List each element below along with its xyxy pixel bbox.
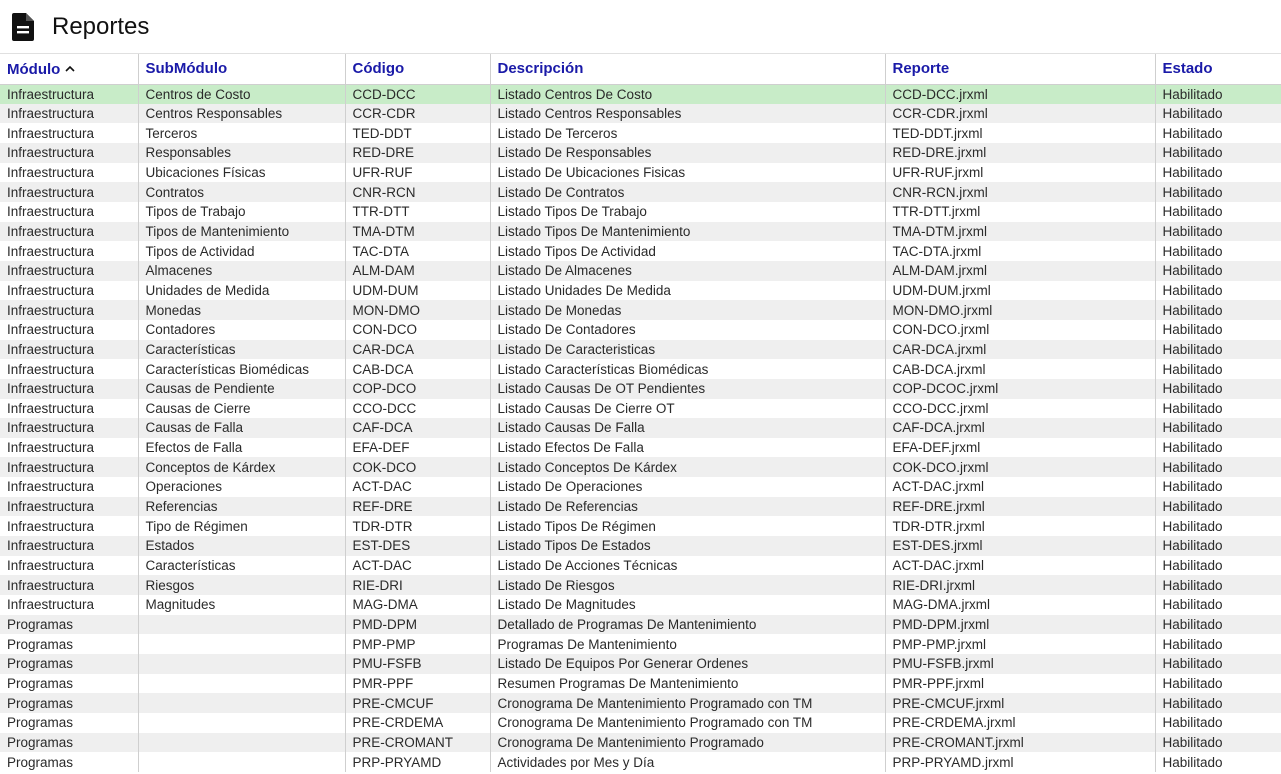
cell-codigo: CCO-DCC bbox=[345, 399, 490, 419]
cell-modulo: Infraestructura bbox=[0, 84, 138, 104]
cell-descripcion: Cronograma De Mantenimiento Programado con TM bbox=[490, 693, 885, 713]
cell-modulo: Infraestructura bbox=[0, 104, 138, 124]
cell-submodulo bbox=[138, 752, 345, 772]
cell-descripcion: Listado Efectos De Falla bbox=[490, 438, 885, 458]
cell-estado: Habilitado bbox=[1155, 320, 1281, 340]
cell-codigo: PRE-CRDEMA bbox=[345, 713, 490, 733]
cell-modulo: Infraestructura bbox=[0, 438, 138, 458]
cell-submodulo: Centros de Costo bbox=[138, 84, 345, 104]
cell-estado: Habilitado bbox=[1155, 359, 1281, 379]
cell-estado: Habilitado bbox=[1155, 163, 1281, 183]
cell-reporte: PRE-CROMANT.jrxml bbox=[885, 733, 1155, 753]
cell-descripcion: Listado De Riesgos bbox=[490, 575, 885, 595]
cell-estado: Habilitado bbox=[1155, 516, 1281, 536]
table-row[interactable] bbox=[0, 615, 1281, 635]
cell-submodulo bbox=[138, 615, 345, 635]
cell-reporte: TAC-DTA.jrxml bbox=[885, 241, 1155, 261]
cell-modulo: Infraestructura bbox=[0, 379, 138, 399]
cell-codigo: CCD-DCC bbox=[345, 84, 490, 104]
cell-modulo: Infraestructura bbox=[0, 300, 138, 320]
cell-reporte: CNR-RCN.jrxml bbox=[885, 182, 1155, 202]
cell-submodulo: Tipos de Trabajo bbox=[138, 202, 345, 222]
cell-modulo: Infraestructura bbox=[0, 202, 138, 222]
table-row[interactable] bbox=[0, 300, 1281, 320]
cell-codigo: TDR-DTR bbox=[345, 516, 490, 536]
table-row[interactable] bbox=[0, 536, 1281, 556]
cell-submodulo bbox=[138, 693, 345, 713]
cell-estado: Habilitado bbox=[1155, 143, 1281, 163]
cell-codigo: TMA-DTM bbox=[345, 222, 490, 242]
table-row[interactable] bbox=[0, 399, 1281, 419]
cell-reporte: ALM-DAM.jrxml bbox=[885, 261, 1155, 281]
table-row[interactable] bbox=[0, 123, 1281, 143]
cell-reporte: UDM-DUM.jrxml bbox=[885, 281, 1155, 301]
cell-modulo: Infraestructura bbox=[0, 123, 138, 143]
cell-codigo: RIE-DRI bbox=[345, 575, 490, 595]
cell-modulo: Infraestructura bbox=[0, 340, 138, 360]
table-row[interactable] bbox=[0, 379, 1281, 399]
cell-estado: Habilitado bbox=[1155, 300, 1281, 320]
cell-descripcion: Listado Conceptos De Kárdex bbox=[490, 457, 885, 477]
cell-codigo: CCR-CDR bbox=[345, 104, 490, 124]
cell-submodulo: Referencias bbox=[138, 497, 345, 517]
cell-estado: Habilitado bbox=[1155, 674, 1281, 694]
cell-submodulo: Causas de Falla bbox=[138, 418, 345, 438]
cell-submodulo bbox=[138, 634, 345, 654]
cell-descripcion: Cronograma De Mantenimiento Programado bbox=[490, 733, 885, 753]
cell-descripcion: Listado De Contadores bbox=[490, 320, 885, 340]
cell-estado: Habilitado bbox=[1155, 615, 1281, 635]
column-header-reporte[interactable]: Reporte bbox=[885, 54, 1155, 84]
column-header-modulo[interactable]: Módulo bbox=[0, 54, 138, 84]
cell-descripcion: Listado Tipos De Régimen bbox=[490, 516, 885, 536]
cell-descripcion: Detallado de Programas De Mantenimiento bbox=[490, 615, 885, 635]
cell-estado: Habilitado bbox=[1155, 84, 1281, 104]
cell-submodulo: Estados bbox=[138, 536, 345, 556]
cell-descripcion: Cronograma De Mantenimiento Programado con TM bbox=[490, 713, 885, 733]
cell-reporte: REF-DRE.jrxml bbox=[885, 497, 1155, 517]
cell-submodulo bbox=[138, 713, 345, 733]
cell-codigo: ACT-DAC bbox=[345, 477, 490, 497]
cell-reporte: CAR-DCA.jrxml bbox=[885, 340, 1155, 360]
cell-estado: Habilitado bbox=[1155, 556, 1281, 576]
cell-estado: Habilitado bbox=[1155, 575, 1281, 595]
cell-estado: Habilitado bbox=[1155, 693, 1281, 713]
cell-reporte: MAG-DMA.jrxml bbox=[885, 595, 1155, 615]
cell-reporte: COK-DCO.jrxml bbox=[885, 457, 1155, 477]
cell-descripcion: Listado Centros De Costo bbox=[490, 84, 885, 104]
cell-reporte: TTR-DTT.jrxml bbox=[885, 202, 1155, 222]
document-icon bbox=[12, 13, 36, 41]
cell-modulo: Programas bbox=[0, 693, 138, 713]
cell-codigo: PRE-CROMANT bbox=[345, 733, 490, 753]
cell-modulo: Infraestructura bbox=[0, 575, 138, 595]
cell-reporte: ACT-DAC.jrxml bbox=[885, 556, 1155, 576]
cell-modulo: Infraestructura bbox=[0, 399, 138, 419]
table-row[interactable] bbox=[0, 457, 1281, 477]
cell-modulo: Infraestructura bbox=[0, 163, 138, 183]
cell-descripcion: Listado Causas De Falla bbox=[490, 418, 885, 438]
cell-estado: Habilitado bbox=[1155, 654, 1281, 674]
cell-modulo: Infraestructura bbox=[0, 359, 138, 379]
cell-reporte: TDR-DTR.jrxml bbox=[885, 516, 1155, 536]
cell-reporte: CAF-DCA.jrxml bbox=[885, 418, 1155, 438]
cell-modulo: Infraestructura bbox=[0, 477, 138, 497]
cell-modulo: Infraestructura bbox=[0, 261, 138, 281]
cell-descripcion: Actividades por Mes y Día bbox=[490, 752, 885, 772]
cell-descripcion: Listado Causas De OT Pendientes bbox=[490, 379, 885, 399]
cell-codigo: PRP-PRYAMD bbox=[345, 752, 490, 772]
cell-descripcion: Listado De Contratos bbox=[490, 182, 885, 202]
cell-submodulo: Operaciones bbox=[138, 477, 345, 497]
cell-submodulo: Ubicaciones Físicas bbox=[138, 163, 345, 183]
cell-descripcion: Listado De Operaciones bbox=[490, 477, 885, 497]
table-row[interactable] bbox=[0, 418, 1281, 438]
cell-modulo: Infraestructura bbox=[0, 418, 138, 438]
cell-codigo: RED-DRE bbox=[345, 143, 490, 163]
cell-modulo: Infraestructura bbox=[0, 182, 138, 202]
cell-reporte: CAB-DCA.jrxml bbox=[885, 359, 1155, 379]
cell-codigo: COP-DCO bbox=[345, 379, 490, 399]
cell-estado: Habilitado bbox=[1155, 340, 1281, 360]
page-title: Reportes bbox=[52, 12, 150, 40]
cell-codigo: PMU-FSFB bbox=[345, 654, 490, 674]
cell-descripcion: Listado De Almacenes bbox=[490, 261, 885, 281]
cell-reporte: PRE-CRDEMA.jrxml bbox=[885, 713, 1155, 733]
table-row[interactable] bbox=[0, 634, 1281, 654]
cell-estado: Habilitado bbox=[1155, 752, 1281, 772]
table-row[interactable] bbox=[0, 713, 1281, 733]
cell-descripcion: Listado De Ubicaciones Fisicas bbox=[490, 163, 885, 183]
cell-reporte: RIE-DRI.jrxml bbox=[885, 575, 1155, 595]
cell-reporte: TED-DDT.jrxml bbox=[885, 123, 1155, 143]
sort-ascending-icon bbox=[65, 59, 75, 76]
cell-estado: Habilitado bbox=[1155, 457, 1281, 477]
cell-submodulo: Tipos de Actividad bbox=[138, 241, 345, 261]
cell-submodulo: Almacenes bbox=[138, 261, 345, 281]
cell-submodulo: Contadores bbox=[138, 320, 345, 340]
cell-descripcion: Listado Centros Responsables bbox=[490, 104, 885, 124]
cell-descripcion: Listado De Acciones Técnicas bbox=[490, 556, 885, 576]
cell-descripcion: Listado De Equipos Por Generar Ordenes bbox=[490, 654, 885, 674]
cell-codigo: ACT-DAC bbox=[345, 556, 490, 576]
cell-modulo: Programas bbox=[0, 615, 138, 635]
column-header-descripcion[interactable]: Descripción bbox=[490, 54, 885, 84]
cell-estado: Habilitado bbox=[1155, 182, 1281, 202]
cell-descripcion: Listado Tipos De Mantenimiento bbox=[490, 222, 885, 242]
cell-modulo: Programas bbox=[0, 752, 138, 772]
cell-modulo: Programas bbox=[0, 674, 138, 694]
column-header-submodulo[interactable]: SubMódulo bbox=[138, 54, 345, 84]
table-row[interactable] bbox=[0, 693, 1281, 713]
cell-estado: Habilitado bbox=[1155, 438, 1281, 458]
cell-reporte: CCR-CDR.jrxml bbox=[885, 104, 1155, 124]
cell-modulo: Infraestructura bbox=[0, 556, 138, 576]
table-row[interactable] bbox=[0, 595, 1281, 615]
cell-estado: Habilitado bbox=[1155, 241, 1281, 261]
cell-submodulo: Tipo de Régimen bbox=[138, 516, 345, 536]
cell-reporte: PMP-PMP.jrxml bbox=[885, 634, 1155, 654]
cell-submodulo: Causas de Cierre bbox=[138, 399, 345, 419]
cell-descripcion: Listado Causas De Cierre OT bbox=[490, 399, 885, 419]
cell-submodulo: Efectos de Falla bbox=[138, 438, 345, 458]
table-row[interactable] bbox=[0, 84, 1281, 104]
cell-reporte: UFR-RUF.jrxml bbox=[885, 163, 1155, 183]
table-row[interactable] bbox=[0, 143, 1281, 163]
cell-modulo: Programas bbox=[0, 634, 138, 654]
cell-descripcion: Listado Unidades De Medida bbox=[490, 281, 885, 301]
cell-codigo: TTR-DTT bbox=[345, 202, 490, 222]
cell-submodulo: Monedas bbox=[138, 300, 345, 320]
table-row[interactable] bbox=[0, 241, 1281, 261]
cell-descripcion: Listado De Responsables bbox=[490, 143, 885, 163]
cell-submodulo: Características bbox=[138, 556, 345, 576]
cell-codigo: CNR-RCN bbox=[345, 182, 490, 202]
table-row[interactable] bbox=[0, 733, 1281, 753]
column-header-codigo[interactable]: Código bbox=[345, 54, 490, 84]
table-row[interactable] bbox=[0, 556, 1281, 576]
page-header bbox=[0, 0, 1281, 54]
cell-submodulo: Terceros bbox=[138, 123, 345, 143]
cell-codigo: CAB-DCA bbox=[345, 359, 490, 379]
cell-estado: Habilitado bbox=[1155, 261, 1281, 281]
cell-descripcion: Resumen Programas De Mantenimiento bbox=[490, 674, 885, 694]
cell-submodulo: Contratos bbox=[138, 182, 345, 202]
table-row[interactable] bbox=[0, 222, 1281, 242]
cell-codigo: TAC-DTA bbox=[345, 241, 490, 261]
cell-descripcion: Listado Tipos De Estados bbox=[490, 536, 885, 556]
cell-reporte: PMD-DPM.jrxml bbox=[885, 615, 1155, 635]
cell-estado: Habilitado bbox=[1155, 733, 1281, 753]
cell-codigo: REF-DRE bbox=[345, 497, 490, 517]
reports-table bbox=[0, 54, 1281, 772]
cell-descripcion: Listado De Referencias bbox=[490, 497, 885, 517]
cell-modulo: Infraestructura bbox=[0, 320, 138, 340]
cell-reporte: EFA-DEF.jrxml bbox=[885, 438, 1155, 458]
cell-codigo: UDM-DUM bbox=[345, 281, 490, 301]
table-row[interactable] bbox=[0, 752, 1281, 772]
cell-reporte: PRE-CMCUF.jrxml bbox=[885, 693, 1155, 713]
cell-modulo: Infraestructura bbox=[0, 497, 138, 517]
cell-submodulo: Tipos de Mantenimiento bbox=[138, 222, 345, 242]
cell-codigo: COK-DCO bbox=[345, 457, 490, 477]
cell-submodulo: Responsables bbox=[138, 143, 345, 163]
cell-estado: Habilitado bbox=[1155, 104, 1281, 124]
cell-estado: Habilitado bbox=[1155, 497, 1281, 517]
table-row[interactable] bbox=[0, 281, 1281, 301]
cell-estado: Habilitado bbox=[1155, 536, 1281, 556]
cell-reporte: EST-DES.jrxml bbox=[885, 536, 1155, 556]
table-row[interactable] bbox=[0, 359, 1281, 379]
cell-submodulo: Características Biomédicas bbox=[138, 359, 345, 379]
cell-estado: Habilitado bbox=[1155, 399, 1281, 419]
cell-submodulo: Magnitudes bbox=[138, 595, 345, 615]
cell-modulo: Programas bbox=[0, 733, 138, 753]
cell-estado: Habilitado bbox=[1155, 713, 1281, 733]
table-row[interactable] bbox=[0, 320, 1281, 340]
cell-submodulo bbox=[138, 733, 345, 753]
cell-codigo: MAG-DMA bbox=[345, 595, 490, 615]
cell-estado: Habilitado bbox=[1155, 595, 1281, 615]
cell-codigo: EST-DES bbox=[345, 536, 490, 556]
cell-submodulo bbox=[138, 674, 345, 694]
cell-modulo: Programas bbox=[0, 713, 138, 733]
column-header-estado[interactable]: Estado bbox=[1155, 54, 1281, 84]
table-body bbox=[0, 84, 1281, 772]
cell-codigo: UFR-RUF bbox=[345, 163, 490, 183]
cell-codigo: CON-DCO bbox=[345, 320, 490, 340]
table-row[interactable] bbox=[0, 163, 1281, 183]
cell-modulo: Infraestructura bbox=[0, 457, 138, 477]
cell-descripcion: Programas De Mantenimiento bbox=[490, 634, 885, 654]
table-row[interactable] bbox=[0, 104, 1281, 124]
cell-codigo: CAR-DCA bbox=[345, 340, 490, 360]
table-row[interactable] bbox=[0, 654, 1281, 674]
table-row[interactable] bbox=[0, 340, 1281, 360]
cell-descripcion: Listado De Terceros bbox=[490, 123, 885, 143]
cell-modulo: Infraestructura bbox=[0, 536, 138, 556]
cell-descripcion: Listado De Caracteristicas bbox=[490, 340, 885, 360]
cell-modulo: Infraestructura bbox=[0, 241, 138, 261]
cell-estado: Habilitado bbox=[1155, 202, 1281, 222]
cell-descripcion: Listado Tipos De Trabajo bbox=[490, 202, 885, 222]
cell-codigo: PMP-PMP bbox=[345, 634, 490, 654]
cell-reporte: ACT-DAC.jrxml bbox=[885, 477, 1155, 497]
table-row[interactable] bbox=[0, 497, 1281, 517]
cell-reporte: MON-DMO.jrxml bbox=[885, 300, 1155, 320]
cell-reporte: PMR-PPF.jrxml bbox=[885, 674, 1155, 694]
cell-submodulo: Riesgos bbox=[138, 575, 345, 595]
cell-reporte: PRP-PRYAMD.jrxml bbox=[885, 752, 1155, 772]
cell-codigo: EFA-DEF bbox=[345, 438, 490, 458]
cell-estado: Habilitado bbox=[1155, 477, 1281, 497]
cell-reporte: CCO-DCC.jrxml bbox=[885, 399, 1155, 419]
cell-codigo: PRE-CMCUF bbox=[345, 693, 490, 713]
cell-codigo: MON-DMO bbox=[345, 300, 490, 320]
table-row[interactable] bbox=[0, 261, 1281, 281]
cell-submodulo: Características bbox=[138, 340, 345, 360]
cell-descripcion: Listado De Magnitudes bbox=[490, 595, 885, 615]
table-row[interactable] bbox=[0, 516, 1281, 536]
cell-reporte: PMU-FSFB.jrxml bbox=[885, 654, 1155, 674]
cell-modulo: Infraestructura bbox=[0, 281, 138, 301]
table-row[interactable] bbox=[0, 575, 1281, 595]
cell-reporte: RED-DRE.jrxml bbox=[885, 143, 1155, 163]
cell-estado: Habilitado bbox=[1155, 222, 1281, 242]
cell-estado: Habilitado bbox=[1155, 634, 1281, 654]
cell-modulo: Infraestructura bbox=[0, 143, 138, 163]
cell-reporte: CCD-DCC.jrxml bbox=[885, 84, 1155, 104]
cell-descripcion: Listado Características Biomédicas bbox=[490, 359, 885, 379]
cell-modulo: Programas bbox=[0, 654, 138, 674]
table-row[interactable] bbox=[0, 674, 1281, 694]
cell-submodulo: Causas de Pendiente bbox=[138, 379, 345, 399]
cell-descripcion: Listado De Monedas bbox=[490, 300, 885, 320]
cell-estado: Habilitado bbox=[1155, 379, 1281, 399]
cell-codigo: PMR-PPF bbox=[345, 674, 490, 694]
cell-submodulo: Unidades de Medida bbox=[138, 281, 345, 301]
table-row[interactable] bbox=[0, 438, 1281, 458]
cell-modulo: Infraestructura bbox=[0, 516, 138, 536]
cell-codigo: PMD-DPM bbox=[345, 615, 490, 635]
cell-reporte: CON-DCO.jrxml bbox=[885, 320, 1155, 340]
table-row[interactable] bbox=[0, 477, 1281, 497]
cell-estado: Habilitado bbox=[1155, 281, 1281, 301]
cell-modulo: Infraestructura bbox=[0, 222, 138, 242]
cell-submodulo: Conceptos de Kárdex bbox=[138, 457, 345, 477]
table-row[interactable] bbox=[0, 202, 1281, 222]
table-row[interactable] bbox=[0, 182, 1281, 202]
cell-modulo: Infraestructura bbox=[0, 595, 138, 615]
cell-submodulo: Centros Responsables bbox=[138, 104, 345, 124]
header-row bbox=[0, 54, 1281, 84]
cell-reporte: COP-DCOC.jrxml bbox=[885, 379, 1155, 399]
cell-estado: Habilitado bbox=[1155, 123, 1281, 143]
cell-codigo: TED-DDT bbox=[345, 123, 490, 143]
cell-codigo: CAF-DCA bbox=[345, 418, 490, 438]
cell-codigo: ALM-DAM bbox=[345, 261, 490, 281]
cell-submodulo bbox=[138, 654, 345, 674]
cell-reporte: TMA-DTM.jrxml bbox=[885, 222, 1155, 242]
cell-estado: Habilitado bbox=[1155, 418, 1281, 438]
cell-descripcion: Listado Tipos De Actividad bbox=[490, 241, 885, 261]
